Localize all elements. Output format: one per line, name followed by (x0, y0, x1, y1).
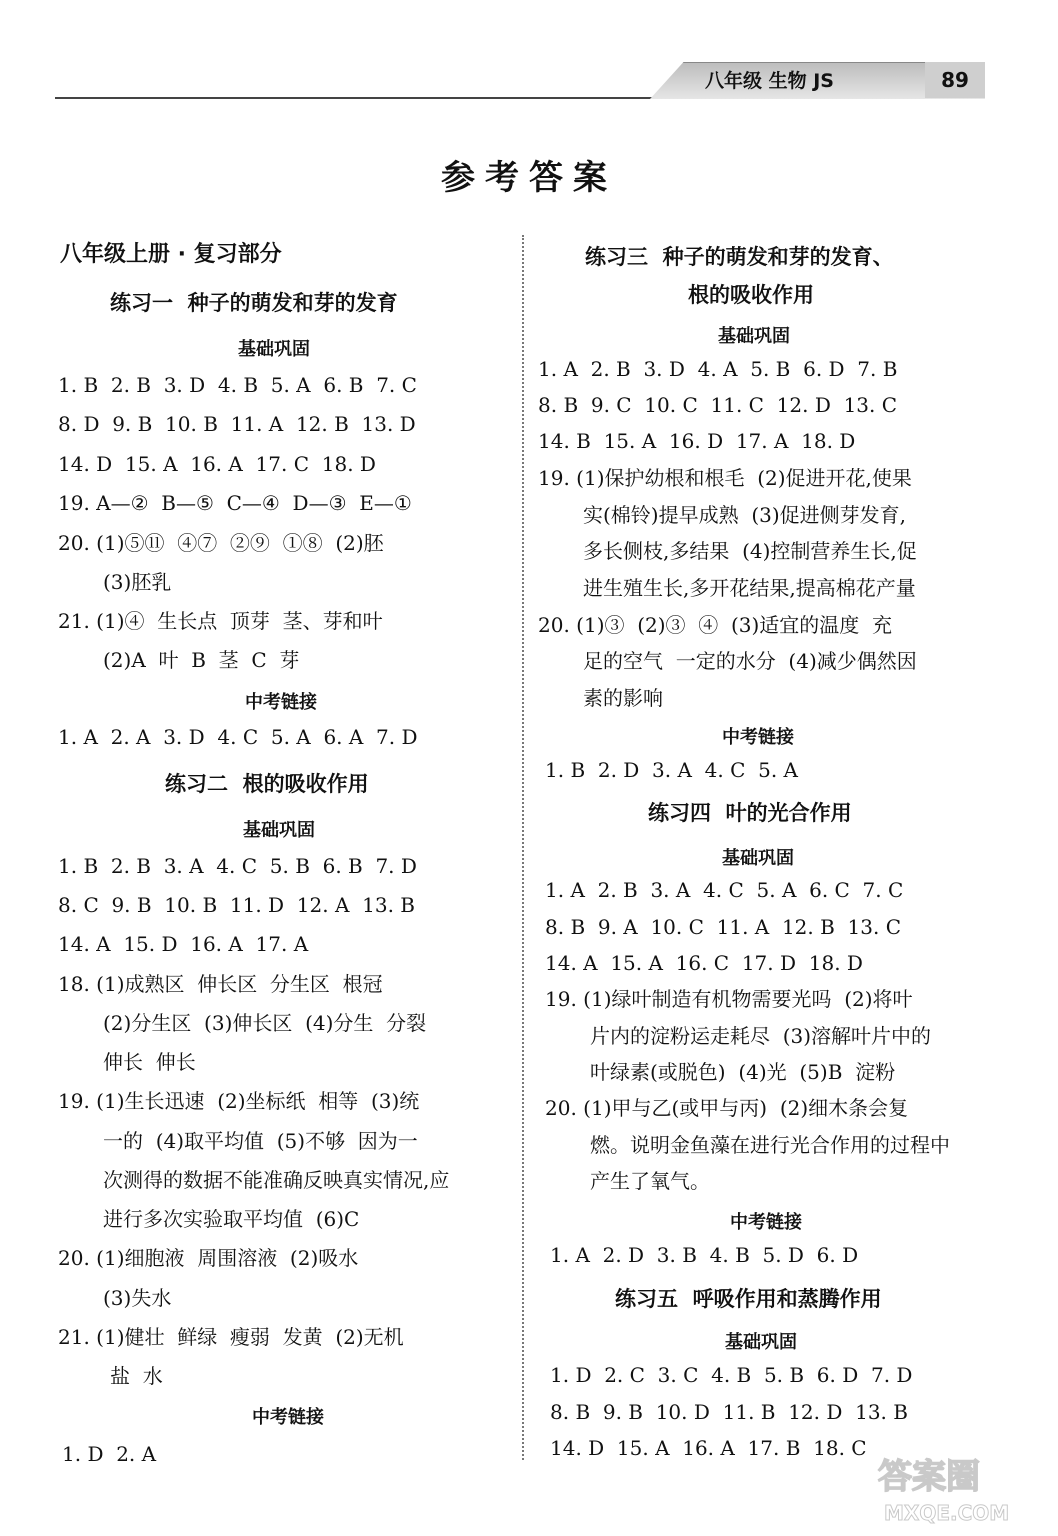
ex2-line: 次测得的数据不能准确反映真实情况,应 (103, 1168, 450, 1192)
ex1-line: 19. A—② B—⑤ C—④ D—③ E—① (58, 491, 412, 515)
ex3-line: 8. B 9. C 10. C 11. C 12. D 13. C (538, 393, 898, 417)
ex2-line: 伸长 伸长 (103, 1050, 196, 1074)
ex4-link-line: 1. A 2. D 3. B 4. B 5. D 6. D (550, 1243, 859, 1267)
page-number: 89 (925, 62, 985, 98)
ex4-link-heading: 中考链接 (730, 1212, 802, 1233)
ex2-line: 进行多次实验取平均值 (6)C (103, 1207, 360, 1231)
header-subject-label: 八年级 生物 JS (705, 70, 834, 92)
ex4-line: 8. B 9. A 10. C 11. A 12. B 13. C (545, 915, 901, 939)
ex1-link-line: 1. A 2. A 3. D 4. C 5. A 6. A 7. D (58, 725, 418, 749)
section-heading: 八年级上册 · 复习部分 (60, 242, 282, 267)
ex2-line: 14. A 15. D 16. A 17. A (58, 932, 309, 956)
ex4-line: 20. (1)甲与乙(或甲与丙) (2)细木条会复 (545, 1096, 909, 1120)
ex2-line: 一的 (4)取平均值 (5)不够 因为一 (103, 1129, 418, 1153)
ex3-line: 进生殖生长,多开花结果,提高棉花产量 (583, 576, 916, 600)
ex1-line: (3)胚乳 (103, 570, 172, 594)
watermark-url: MXQE.COM (884, 1501, 1010, 1525)
exercise-4-title: 练习四 叶的光合作用 (648, 801, 852, 825)
ex4-line: 叶绿素(或脱色) (4)光 (5)B 淀粉 (590, 1060, 896, 1084)
ex2-link-heading: 中考链接 (252, 1407, 324, 1428)
ex3-line: 多长侧枝,多结果 (4)控制营养生长,促 (583, 539, 917, 563)
ex2-line: 18. (1)成熟区 伸长区 分生区 根冠 (58, 972, 383, 996)
ex2-line: 8. C 9. B 10. B 11. D 12. A 13. B (58, 893, 415, 917)
ex2-line: (2)分生区 (3)伸长区 (4)分生 分裂 (103, 1011, 427, 1035)
ex4-line: 片内的淀粉运走耗尽 (3)溶解叶片中的 (590, 1024, 932, 1048)
ex4-line: 19. (1)绿叶制造有机物需要光吗 (2)将叶 (545, 987, 913, 1011)
ex3-line: 实(棉铃)提早成熟 (3)促进侧芽发育, (583, 503, 907, 527)
ex3-line: 14. B 15. A 16. D 17. A 18. D (538, 429, 856, 453)
ex2-basic-heading: 基础巩固 (243, 820, 315, 841)
ex3-line: 1. A 2. B 3. D 4. A 5. B 6. D 7. B (538, 357, 898, 381)
ex5-basic-heading: 基础巩固 (725, 1332, 797, 1353)
ex1-line: 21. (1)④ 生长点 顶芽 茎、芽和叶 (58, 609, 383, 633)
page-title: 参考答案 (441, 158, 617, 198)
exercise-2-title: 练习二 根的吸收作用 (165, 772, 369, 796)
ex1-line: 14. D 15. A 16. A 17. C 18. D (58, 452, 376, 476)
ex4-line: 14. A 15. A 16. C 17. D 18. D (545, 951, 863, 975)
ex4-basic-heading: 基础巩固 (722, 848, 794, 869)
ex5-line: 14. D 15. A 16. A 17. B 18. C (550, 1436, 867, 1460)
ex4-line: 1. A 2. B 3. A 4. C 5. A 6. C 7. C (545, 878, 904, 902)
column-divider (522, 235, 524, 1460)
ex2-line: 1. B 2. B 3. A 4. C 5. B 6. B 7. D (58, 854, 417, 878)
ex1-line: (2)A 叶 B 茎 C 芽 (103, 648, 300, 672)
ex3-line: 素的影响 (583, 686, 663, 710)
ex2-line: 20. (1)细胞液 周围溶液 (2)吸水 (58, 1246, 359, 1270)
ex2-line: 21. (1)健壮 鲜绿 瘦弱 发黄 (2)无机 (58, 1325, 404, 1349)
ex2-line: (3)失水 (103, 1286, 172, 1310)
exercise-3-title: 练习三 种子的萌发和芽的发育、 (585, 245, 894, 269)
ex3-link-line: 1. B 2. D 3. A 4. C 5. A (545, 758, 798, 782)
ex1-line: 20. (1)⑤⑪ ④⑦ ②⑨ ①⑧ (2)胚 (58, 531, 384, 555)
ex1-line: 8. D 9. B 10. B 11. A 12. B 13. D (58, 412, 416, 436)
exercise-3-title-cont: 根的吸收作用 (688, 283, 814, 307)
ex3-basic-heading: 基础巩固 (718, 326, 790, 347)
ex4-line: 产生了氧气。 (590, 1169, 710, 1193)
exercise-5-title: 练习五 呼吸作用和蒸腾作用 (615, 1287, 882, 1311)
ex3-link-heading: 中考链接 (722, 727, 794, 748)
ex4-line: 燃。说明金鱼藻在进行光合作用的过程中 (590, 1133, 950, 1157)
watermark-text: 答案圈 (878, 1457, 980, 1497)
ex1-link-heading: 中考链接 (245, 692, 317, 713)
ex1-line: 1. B 2. B 3. D 4. B 5. A 6. B 7. C (58, 373, 417, 397)
watermark-logo (870, 1448, 1040, 1528)
ex5-line: 1. D 2. C 3. C 4. B 5. B 6. D 7. D (550, 1363, 913, 1387)
ex2-link-line: 1. D 2. A (62, 1442, 157, 1466)
exercise-1-title: 练习一 种子的萌发和芽的发育 (110, 291, 398, 315)
ex3-line: 20. (1)③ (2)③ ④ (3)适宜的温度 充 (538, 613, 893, 637)
ex2-line: 盐 水 (110, 1364, 163, 1388)
ex1-basic-heading: 基础巩固 (238, 339, 310, 360)
ex5-line: 8. B 9. B 10. D 11. B 12. D 13. B (550, 1400, 908, 1424)
ex2-line: 19. (1)生长迅速 (2)坐标纸 相等 (3)统 (58, 1089, 420, 1113)
ex3-line: 19. (1)保护幼根和根毛 (2)促进开花,使果 (538, 466, 912, 490)
ex3-line: 足的空气 一定的水分 (4)减少偶然因 (583, 649, 917, 673)
